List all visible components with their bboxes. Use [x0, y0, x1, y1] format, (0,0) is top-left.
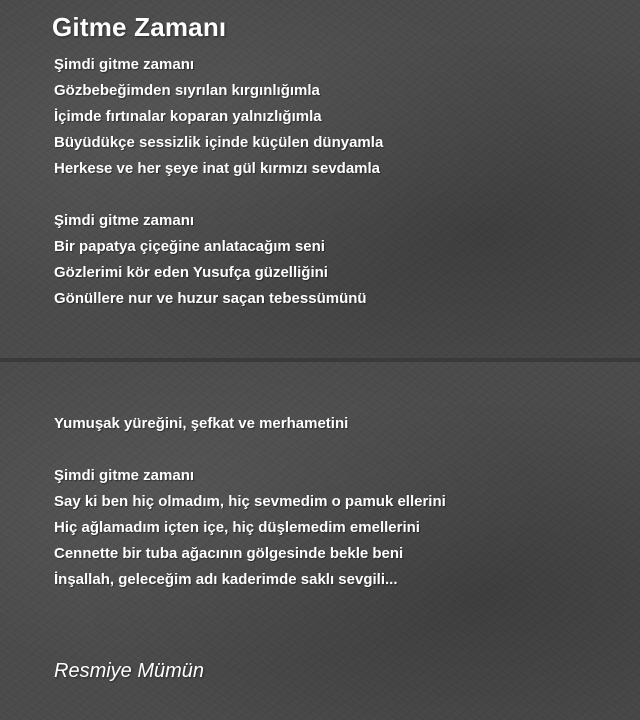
poem-line: Gözbebeğimden sıyrılan kırgınlığımla	[54, 82, 320, 99]
poem-line: Şimdi gitme zamanı	[54, 212, 195, 229]
poem-line: Hiç ağlamadım içten içe, hiç düşlemedim emellerini	[54, 519, 420, 536]
stanza-2	[54, 208, 367, 312]
poem-line: İnşallah, geleceğim adı kaderimde saklı sevgili...	[54, 571, 398, 588]
poem-line: Bir papatya çiçeğine anlatacağım seni	[54, 238, 325, 255]
poem-line: Gönüllere nur ve huzur saçan tebessümünü	[54, 290, 367, 307]
poem-line: Büyüdükçe sessizlik içinde küçülen dünyamla	[54, 134, 384, 151]
poem-line: Gözlerimi kör eden Yusufça güzelliğini	[54, 264, 328, 281]
poem-line: Herkese ve her şeye inat gül kırmızı sevdamla	[54, 160, 381, 177]
poem-line: Cennette bir tuba ağacının gölgesinde bekle beni	[54, 545, 404, 562]
stanza-3	[54, 411, 348, 437]
poem-line: İçimde fırtınalar koparan yalnızlığımla	[54, 108, 322, 125]
poem-line: Yumuşak yüreğini, şefkat ve merhametini	[54, 415, 349, 432]
stanza-1	[54, 52, 383, 182]
poem-title: Gitme Zamanı	[52, 12, 227, 42]
poem-author: Resmiye Mümün	[54, 660, 205, 682]
poem-line: Say ki ben hiç olmadım, hiç sevmedim o pamuk ellerini	[54, 493, 446, 510]
stanza-4	[54, 463, 446, 593]
poem-line: Şimdi gitme zamanı	[54, 467, 195, 484]
poem-line: Şimdi gitme zamanı	[54, 56, 195, 73]
